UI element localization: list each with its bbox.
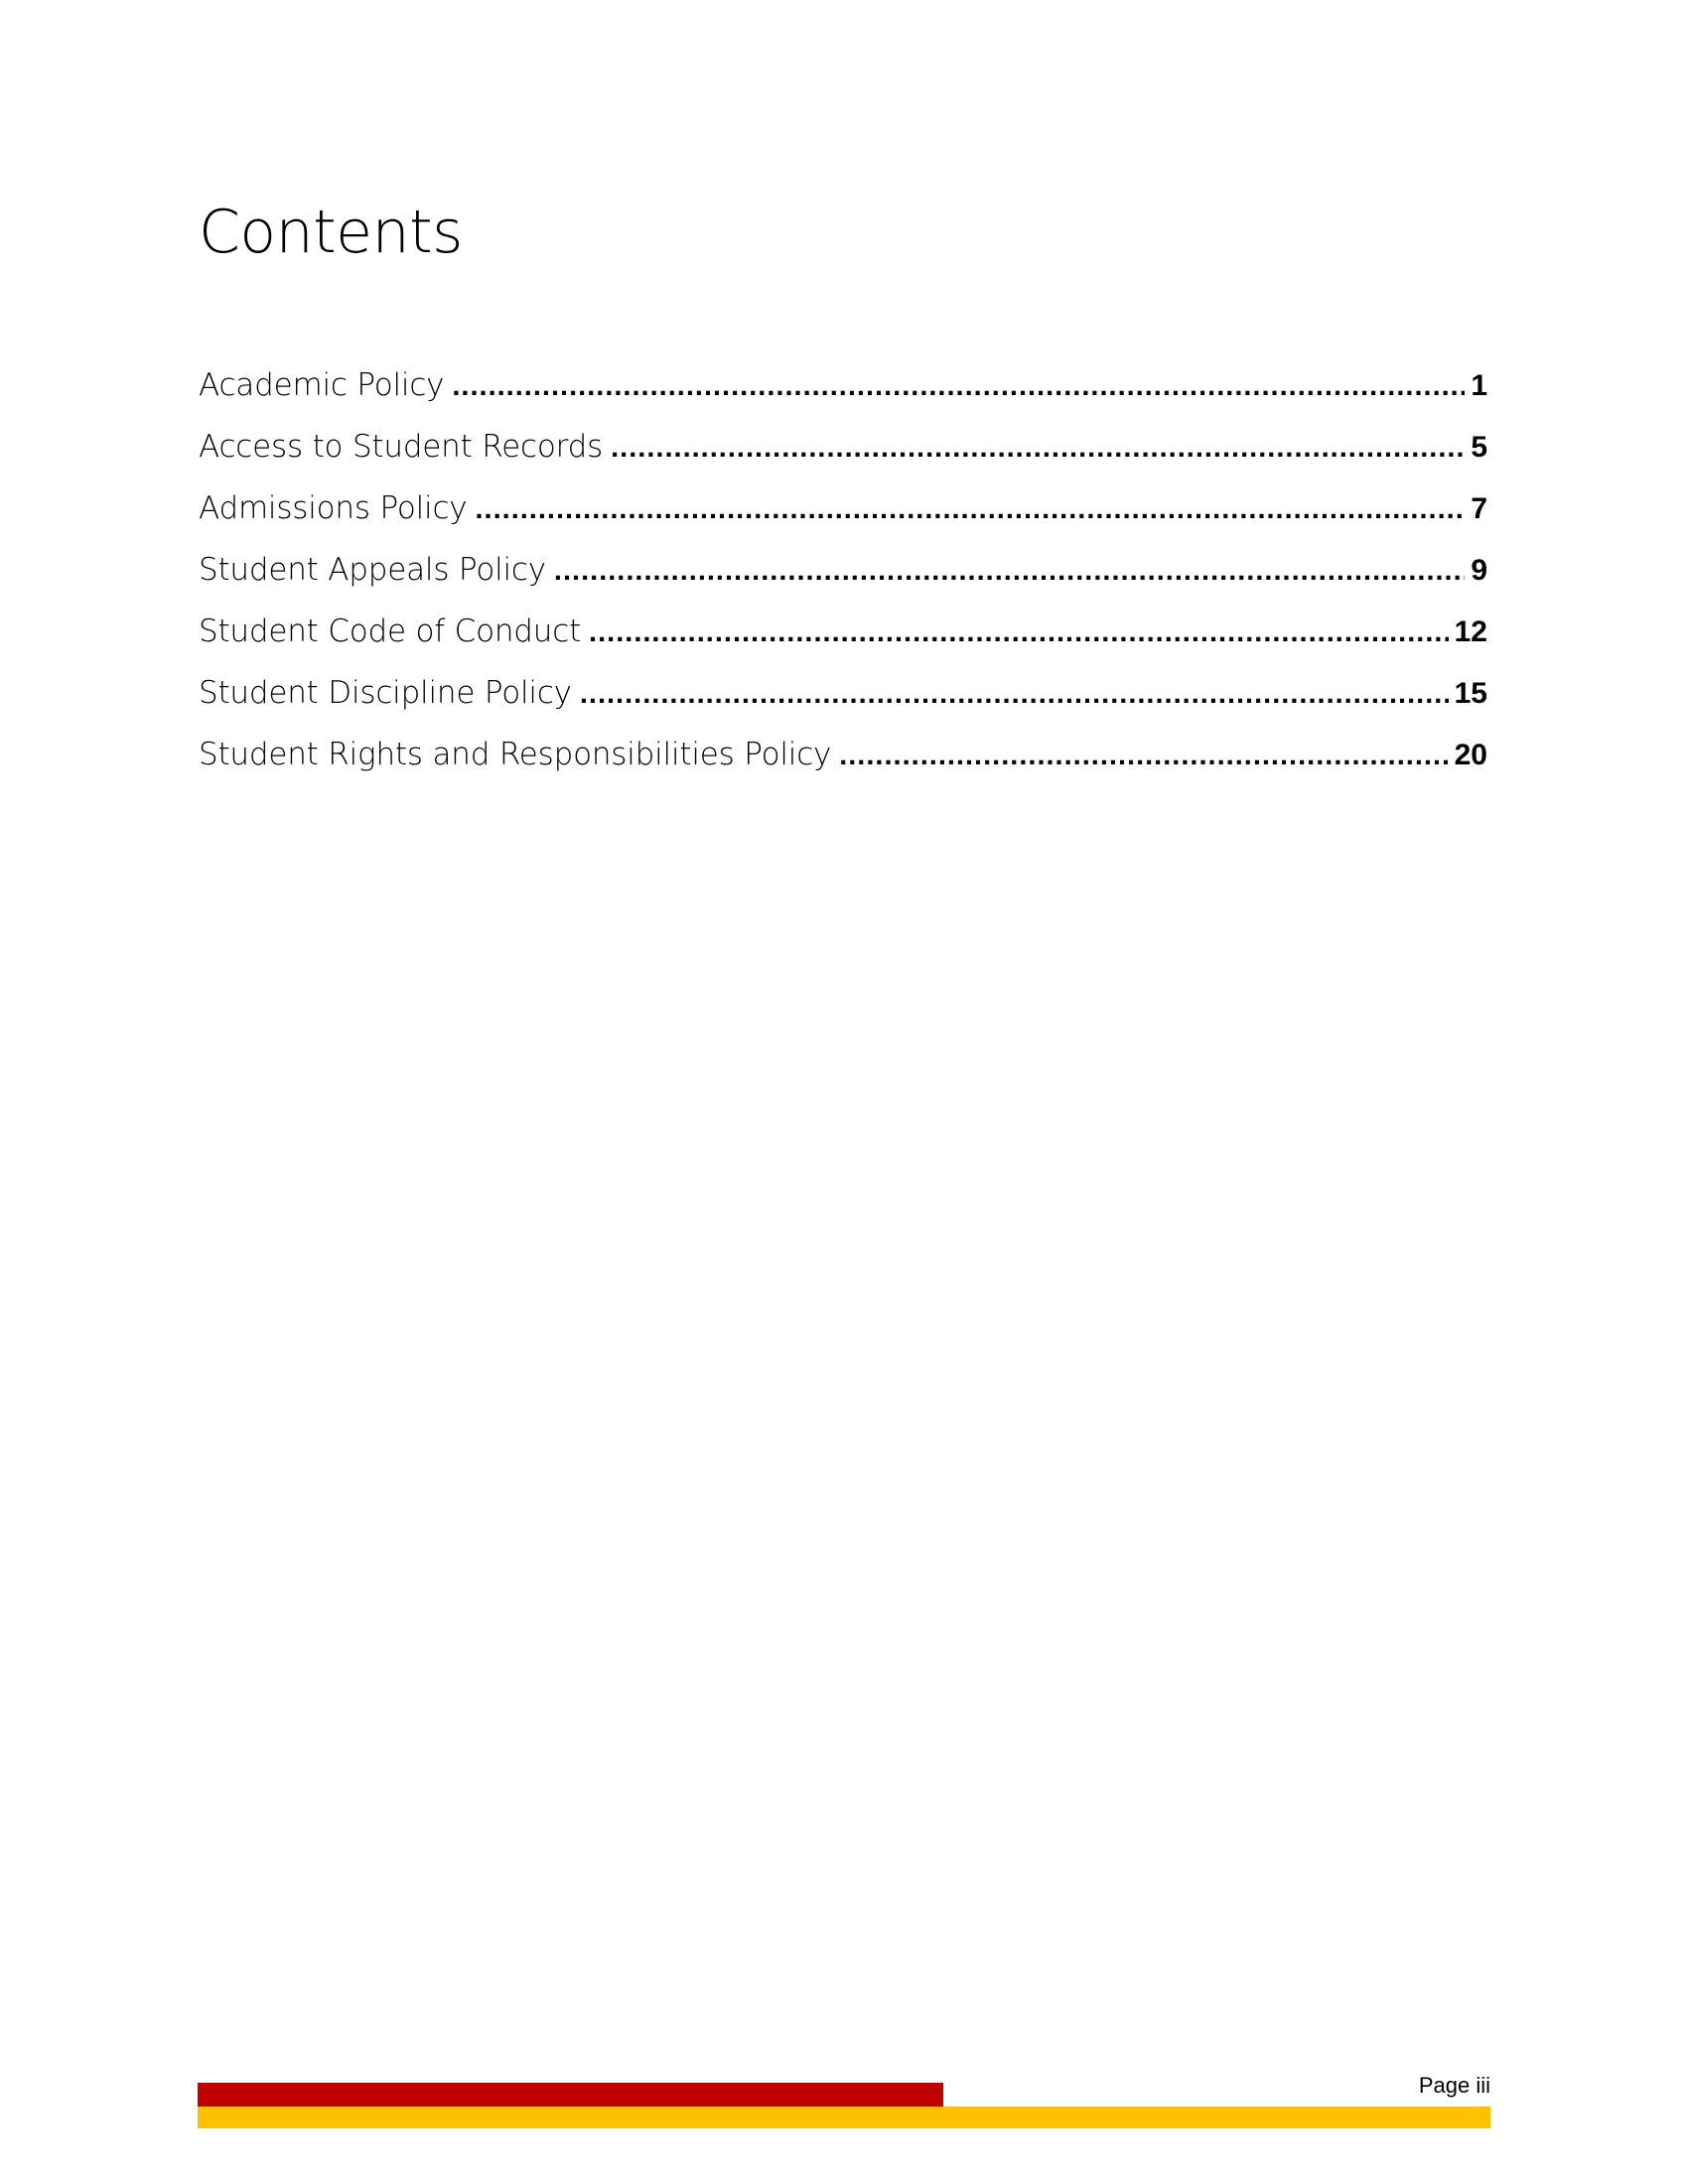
toc-page-number: 7 xyxy=(1471,492,1487,525)
toc-dot-leader xyxy=(554,555,1465,588)
toc-dot-leader xyxy=(611,432,1465,465)
toc-entry-label: Admissions Policy xyxy=(199,490,468,526)
table-of-contents xyxy=(199,367,1487,798)
toc-page-number: 15 xyxy=(1454,677,1487,710)
toc-entry-student-discipline-policy[interactable] xyxy=(199,675,1487,737)
toc-entry-academic-policy[interactable] xyxy=(199,367,1487,429)
toc-entry-label: Student Rights and Responsibilities Policy xyxy=(199,737,832,772)
toc-page-number: 1 xyxy=(1471,369,1487,402)
toc-page-number: 12 xyxy=(1454,615,1487,648)
toc-entry-label: Student Code of Conduct xyxy=(199,614,582,649)
toc-page-number: 9 xyxy=(1471,554,1487,587)
toc-page-number: 20 xyxy=(1454,739,1487,771)
toc-entry-access-to-student-records[interactable] xyxy=(199,429,1487,490)
page-title: Contents xyxy=(199,198,463,267)
toc-dot-leader xyxy=(839,740,1448,772)
footer-page-number: Page iii xyxy=(1418,2073,1490,2098)
toc-dot-leader xyxy=(475,493,1465,526)
toc-entry-student-rights-and-responsibilities-policy[interactable] xyxy=(199,737,1487,798)
toc-dot-leader xyxy=(580,678,1449,711)
toc-entry-student-code-of-conduct[interactable] xyxy=(199,614,1487,675)
toc-entry-student-appeals-policy[interactable] xyxy=(199,552,1487,614)
toc-entry-label: Academic Policy xyxy=(199,367,445,403)
toc-page-number: 5 xyxy=(1471,431,1487,464)
toc-dot-leader xyxy=(589,616,1449,649)
toc-entry-label: Student Discipline Policy xyxy=(199,675,572,711)
toc-entry-label: Student Appeals Policy xyxy=(199,552,546,588)
footer-red-bar xyxy=(198,2083,943,2107)
toc-entry-label: Access to Student Records xyxy=(199,429,604,465)
toc-entry-admissions-policy[interactable] xyxy=(199,490,1487,552)
footer-yellow-bar xyxy=(198,2107,1490,2128)
toc-dot-leader xyxy=(452,370,1465,403)
